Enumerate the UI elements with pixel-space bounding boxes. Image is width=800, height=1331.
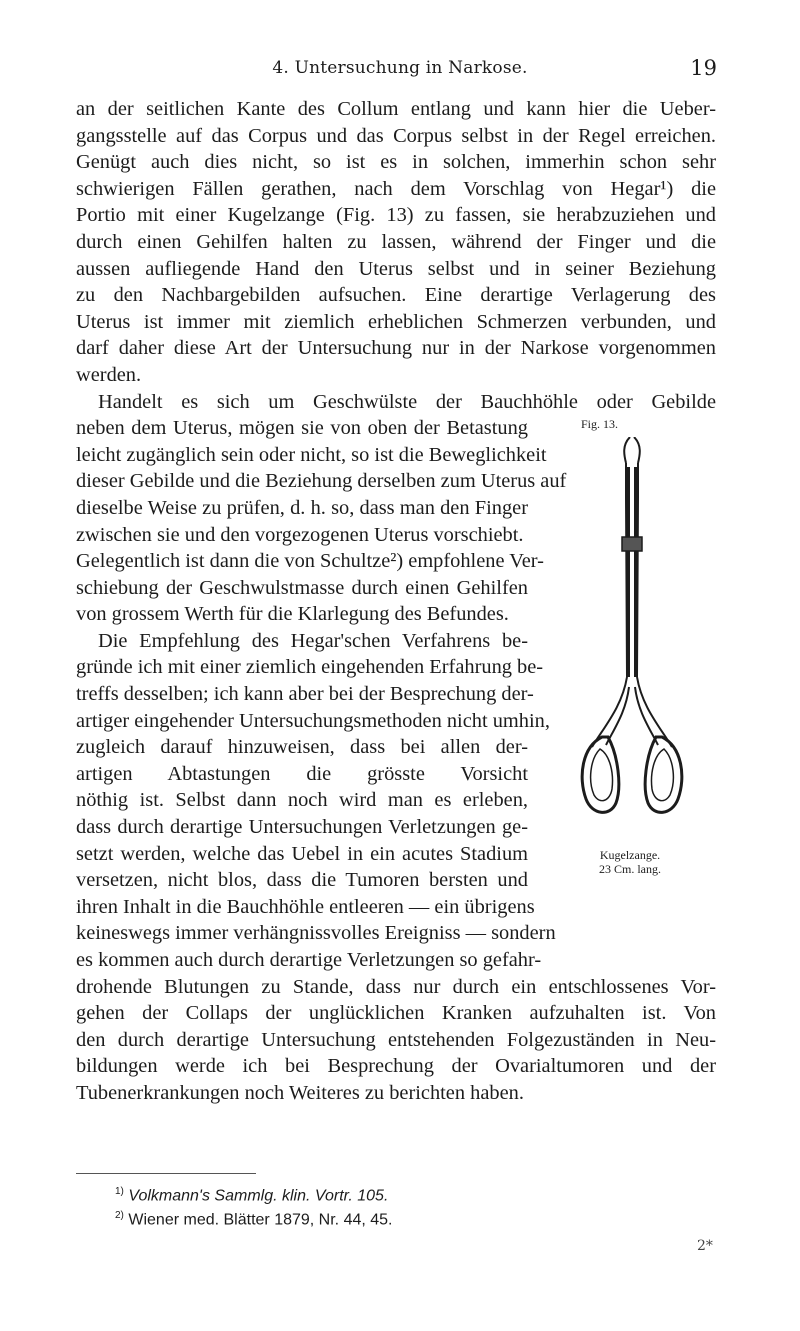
text-line: werden. <box>76 363 142 386</box>
text-line: Gelegentlich ist dann die von Schultze²) empfohlene Ver- <box>76 550 544 573</box>
text-line: Handelt es sich um Geschwülste der Bauchhöhle oder Gebilde <box>98 390 716 413</box>
text-line: gründe ich mit einer ziemlich eingehenden Erfahrung be- <box>76 656 544 679</box>
footnote-2 <box>115 1206 393 1230</box>
text-line: Uterus ist immer mit ziemlich erheblichen Schmerzen verbunden, und <box>76 310 716 333</box>
page-number: 19 <box>690 56 717 80</box>
text-line: den durch derartige Untersuchung entstehenden Folgezuständen in Neu- <box>76 1028 716 1051</box>
text-line: gangsstelle auf das Corpus und das Corpus selbst in der Regel erreichen. <box>76 124 716 147</box>
text-line: darf daher diese Art der Untersuchung nur in der Narkose vorgenommen <box>76 337 716 360</box>
kugelzange-illustration <box>572 437 692 837</box>
footnote-text: Volkmann's Sammlg. klin. Vortr. 105. <box>128 1187 389 1205</box>
text-line: artigen Abtastungen die grösste Vorsicht <box>76 762 528 785</box>
text-line: nöthig ist. Selbst dann noch wird man es erleben, <box>76 789 528 812</box>
text-line: bildungen werde ich bei Besprechung der Ovarialtumoren und der <box>76 1055 716 1078</box>
caption-line: 23 Cm. lang. <box>599 862 661 876</box>
text-line: Portio mit einer Kugelzange (Fig. 13) zu fassen, sie herabzuziehen und <box>76 204 716 227</box>
footnotes <box>115 1182 393 1231</box>
running-title: 4. Untersuchung in Narkose. <box>272 58 528 78</box>
text-line: Genügt auch dies nicht, so ist es in solchen, immerhin schon sehr <box>76 151 716 174</box>
text-line: versetzen, nicht blos, dass die Tumoren bersten und <box>76 869 528 892</box>
text-line: drohende Blutungen zu Stande, dass nur durch ein entschlossenes Vor- <box>76 975 716 998</box>
text-line: setzt werden, welche das Uebel in ein acutes Stadium <box>76 842 528 865</box>
text-line: dieser Gebilde und die Beziehung derselben zum Uterus auf <box>76 470 567 493</box>
footnote-divider <box>76 1173 256 1174</box>
text-line: an der seitlichen Kante des Collum entlang und kann hier die Ueber- <box>76 98 716 120</box>
text-line: neben dem Uterus, mögen sie von oben der Betastung <box>76 417 528 440</box>
text-line: dieselbe Weise zu prüfen, d. h. so, dass man den Finger <box>76 496 528 519</box>
text-line: treffs desselben; ich kann aber bei der Besprechung der- <box>76 683 534 706</box>
page-header <box>0 56 800 86</box>
text-line: von grossem Werth für die Klarlegung des Befundes. <box>76 603 509 626</box>
text-line: dass durch derartige Untersuchungen Verletzungen ge- <box>76 816 528 839</box>
text-line: zugleich darauf hinzuweisen, dass bei allen der- <box>76 736 528 759</box>
text-line: aussen aufliegende Hand den Uterus selbst und in seiner Beziehung <box>76 257 716 280</box>
text-line: gehen der Collaps der unglücklichen Kranken aufzuhalten ist. Von <box>76 1002 716 1025</box>
figure-caption <box>560 848 700 876</box>
text-line: durch einen Gehilfen halten zu lassen, während der Finger und die <box>76 230 716 253</box>
footnote-1 <box>115 1182 393 1206</box>
text-line: Tubenerkrankungen noch Weiteres zu berichten haben. <box>76 1081 524 1104</box>
footnote-text: Wiener med. Blätter 1879, Nr. 44, 45. <box>128 1211 393 1229</box>
text-line: schwierigen Fällen gerathen, nach dem Vorschlag von Hegar¹) die <box>76 177 716 200</box>
text-line: Die Empfehlung des Hegar'schen Verfahrens be- <box>98 629 528 652</box>
text-line: leicht zugänglich sein oder nicht, so ist die Beweglichkeit <box>76 443 547 466</box>
text-line: zu den Nachbargebilden aufsuchen. Eine derartige Verlagerung des <box>76 284 716 307</box>
text-line: es kommen auch durch derartige Verletzungen so gefahr- <box>76 949 542 971</box>
figure-label: Fig. 13. <box>581 417 619 431</box>
footnote-marker: 1) <box>115 1186 124 1197</box>
footnote-marker: 2) <box>115 1210 124 1222</box>
caption-line: Kugelzange. <box>599 848 661 862</box>
text-line: schiebung der Geschwulstmasse durch einen Gehilfen <box>76 576 528 599</box>
text-line: ihren Inhalt in die Bauchhöhle entleeren — ein übrigens <box>76 895 535 918</box>
text-line: zwischen sie und den vorgezogenen Uterus vorschiebt. <box>76 523 524 546</box>
sheet-signature: 2* <box>697 1238 713 1254</box>
text-line: artiger eingehender Untersuchungsmethoden nicht umhin, <box>76 709 550 732</box>
text-line: keineswegs immer verhängnissvolles Ereigniss — sondern <box>76 922 556 945</box>
